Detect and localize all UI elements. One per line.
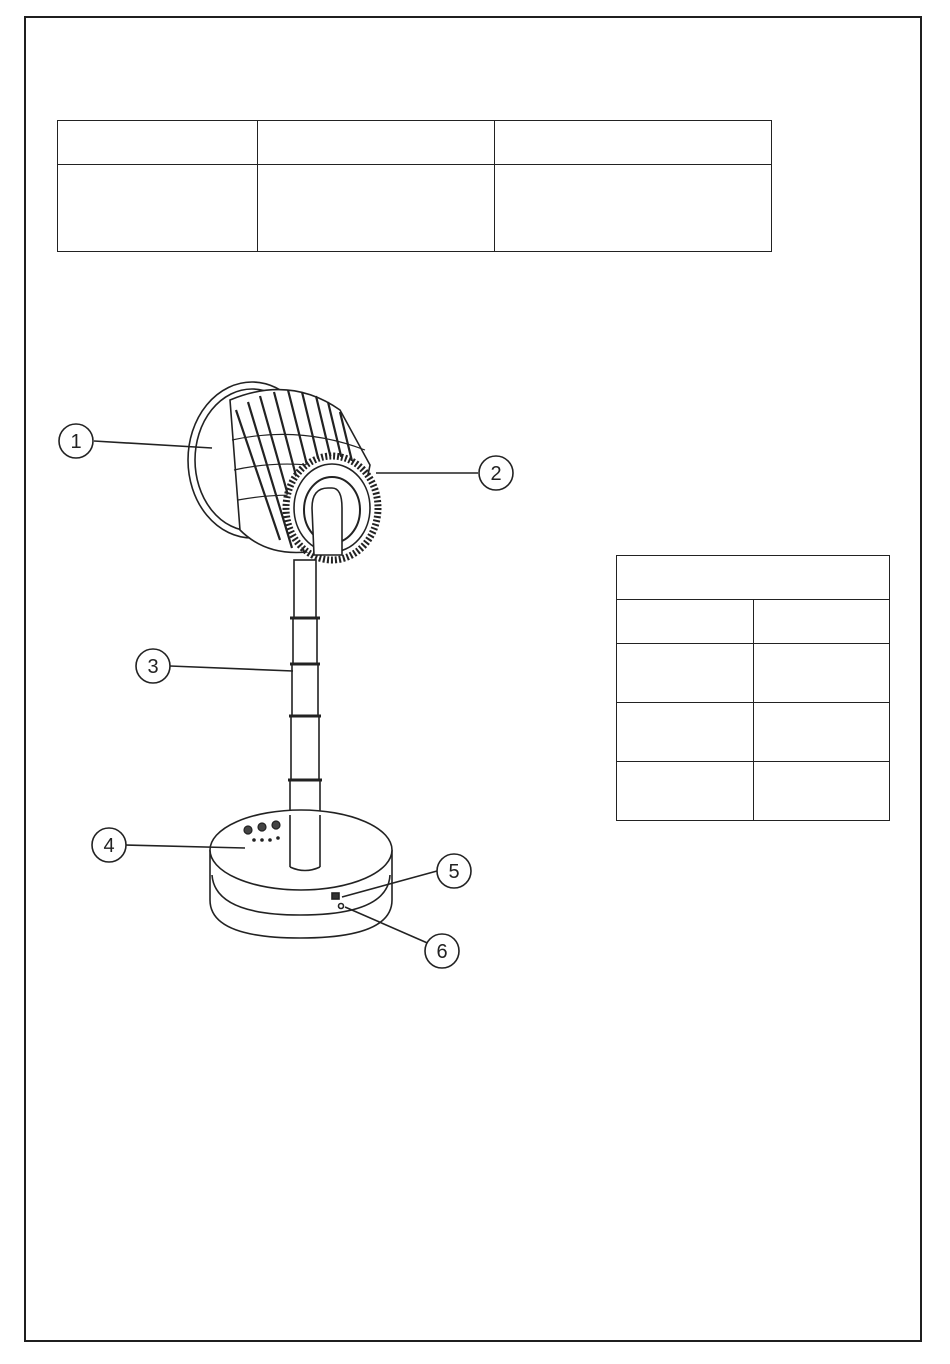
callout-number: 5: [448, 861, 460, 883]
spec-value-cell: [495, 165, 772, 252]
spec-header-cell: [495, 121, 772, 165]
spec-header-cell: [258, 121, 495, 165]
callout-number: 4: [103, 835, 115, 857]
spec-header-cell: [58, 121, 258, 165]
parts-header-cell: [617, 600, 754, 644]
parts-cell: [754, 644, 890, 703]
spec-table: [57, 120, 772, 252]
fan-diagram: [40, 370, 540, 980]
parts-cell: [754, 703, 890, 762]
spec-value-cell: [58, 165, 258, 252]
parts-cell: [617, 703, 754, 762]
callout-number: 3: [147, 656, 159, 678]
spec-value-cell: [258, 165, 495, 252]
fan-neck: [312, 488, 342, 555]
parts-header-cell: [754, 600, 890, 644]
usb-port: [332, 893, 339, 899]
callout-number: 1: [70, 431, 82, 453]
parts-cell: [617, 762, 754, 821]
fan-base: [210, 810, 392, 938]
callout-number: 6: [436, 941, 448, 963]
parts-cell: [617, 644, 754, 703]
parts-cell: [754, 762, 890, 821]
parts-table: [616, 555, 890, 821]
parts-table-title: [617, 556, 890, 600]
callout-number: 2: [490, 463, 502, 485]
leader-line: [170, 666, 293, 671]
